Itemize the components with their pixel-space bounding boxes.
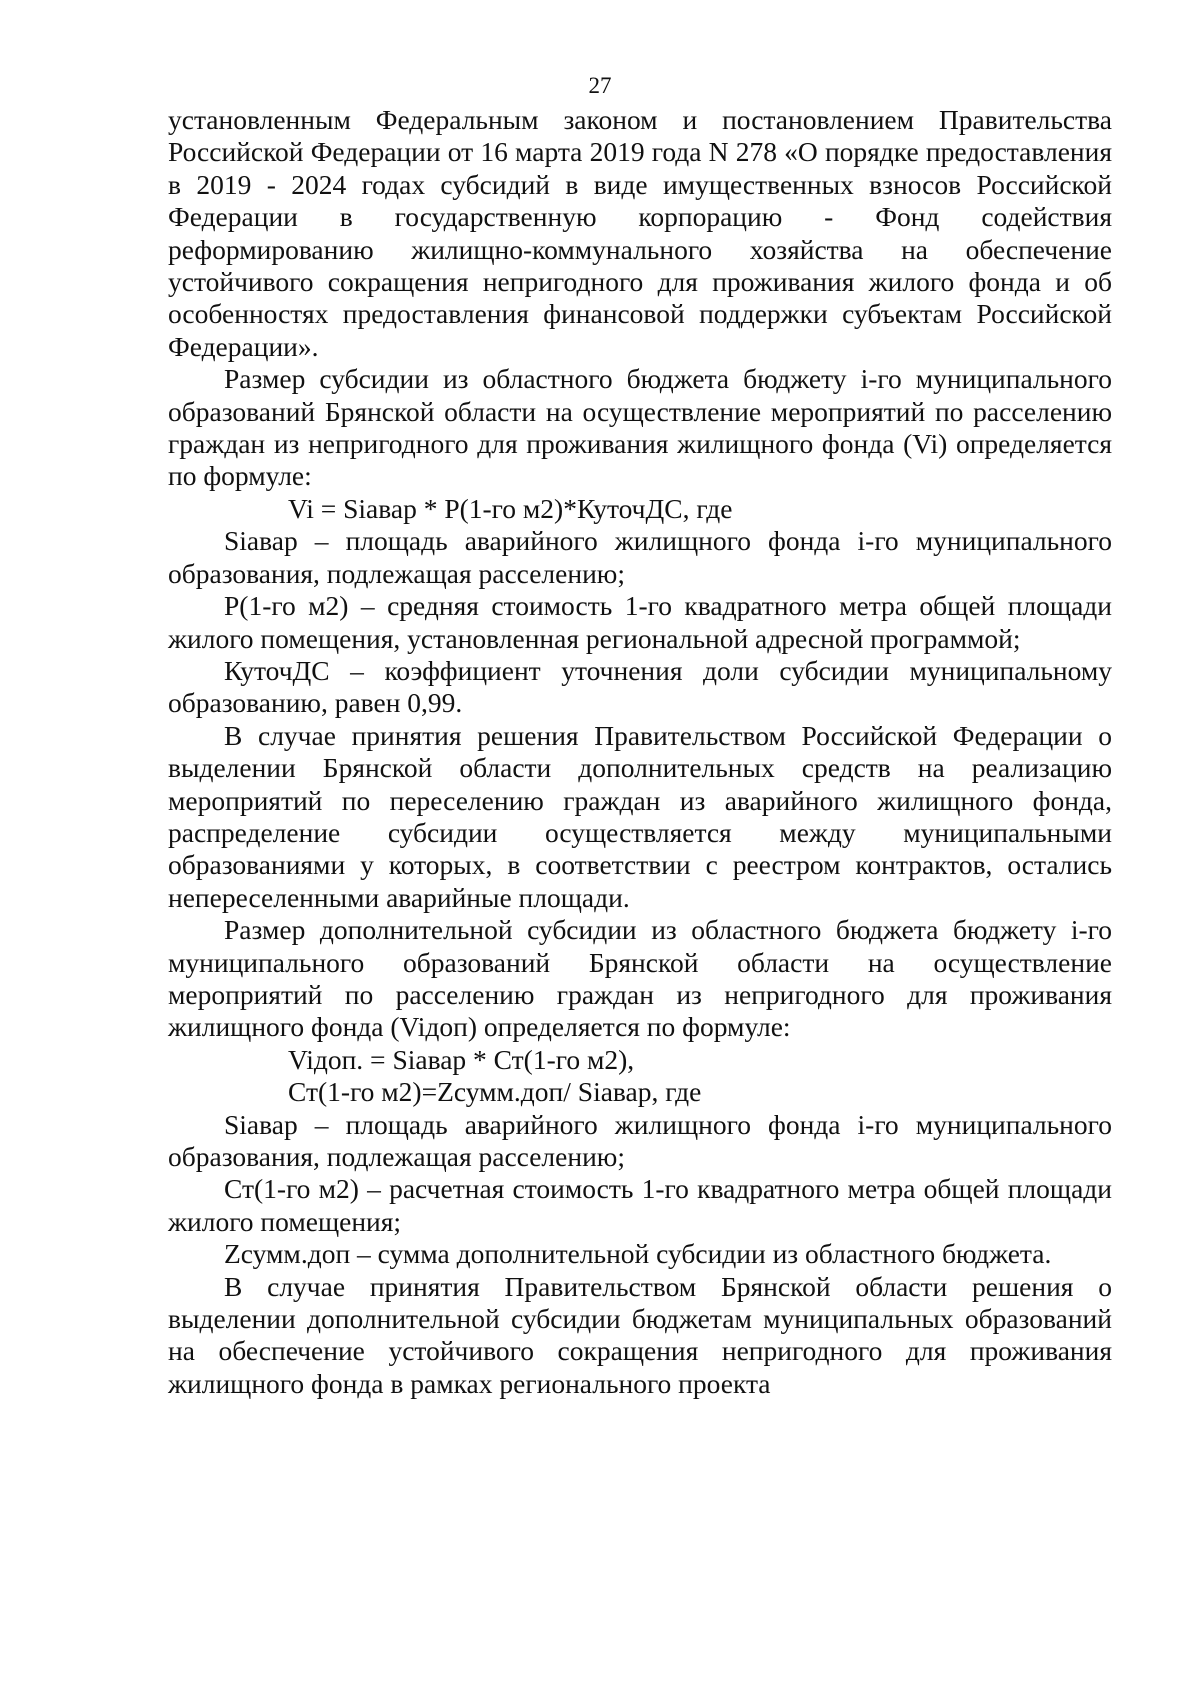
formula-vi: Vi = Siавар * P(1-го м2)*КуточДС, где bbox=[288, 492, 733, 524]
paragraph-additional-subsidy-size: Размер дополнительной субсидии из областного бюджета бюджету i-го муниципального образований Брянской области на осуществление мероприятий по расселению граждан из непригодного для проживания жилищного фонда (Viдоп) определяется по формуле: bbox=[168, 914, 1112, 1043]
paragraph-zsumm-definition: Zсумм.доп – сумма дополнительной субсидии из областного бюджета. bbox=[224, 1238, 1052, 1270]
paragraph-continuation: установленным Федеральным законом и постановлением Правительства Российской Федерации от 16 марта 2019 года N 278 «О порядке предоставления в 2019 - 2024 годах субсидий в виде имущественных взносов Российской Федерации в государственную корпорацию - Фонд содействия реформированию жилищно-коммунального хозяйства на обеспечение устойчивого сокращения непригодного для проживания жилого фонда и об особенностях предоставления финансовой поддержки субъектам Российской Федерации». bbox=[168, 104, 1112, 362]
paragraph-st-definition: Ст(1-го м2) – расчетная стоимость 1-го квадратного метра общей площади жилого помещения; bbox=[168, 1173, 1112, 1237]
paragraph-additional-funds: В случае принятия решения Правительством Российской Федерации о выделении Брянской области дополнительных средств на реализацию мероприятий по переселению граждан из аварийного жилищного фонда, распределение субсидии осуществляется между муниципальными образованиями у которых, в соответствии с реестром контрактов, остались непереселенными аварийные площади. bbox=[168, 719, 1112, 913]
paragraph-siavar-definition-2: Siавар – площадь аварийного жилищного фонда i-го муниципального образования, подлежащая расселению; bbox=[168, 1108, 1112, 1172]
page-number: 27 bbox=[588, 73, 612, 98]
formula-st: Ст(1-го м2)=Zсумм.доп/ Siавар, где bbox=[288, 1076, 702, 1108]
paragraph-subsidy-size: Размер субсидии из областного бюджета бюджету i-го муниципального образований Брянской области на осуществление мероприятий по расселению граждан из непригодного для проживания жилищного фонда (Vi) определяется по формуле: bbox=[168, 363, 1112, 492]
paragraph-siavar-definition: Siавар – площадь аварийного жилищного фонда i-го муниципального образования, подлежащая расселению; bbox=[168, 525, 1112, 589]
formula-vidop: Viдоп. = Siавар * Ст(1-го м2), bbox=[288, 1043, 635, 1075]
document-body bbox=[168, 104, 1112, 1400]
paragraph-kutochds-definition: КуточДС – коэффициент уточнения доли субсидии муниципальному образованию, равен 0,99. bbox=[168, 654, 1112, 719]
paragraph-p-definition: P(1-го м2) – средняя стоимость 1-го квадратного метра общей площади жилого помещения, установленная региональной адресной программой; bbox=[168, 590, 1112, 654]
paragraph-regional-decision: В случае принятия Правительством Брянской области решения о выделении дополнительной субсидии бюджетам муниципальных образований на обеспечение устойчивого сокращения непригодного для проживания жилищного фонда в рамках регионального проекта bbox=[168, 1270, 1112, 1399]
